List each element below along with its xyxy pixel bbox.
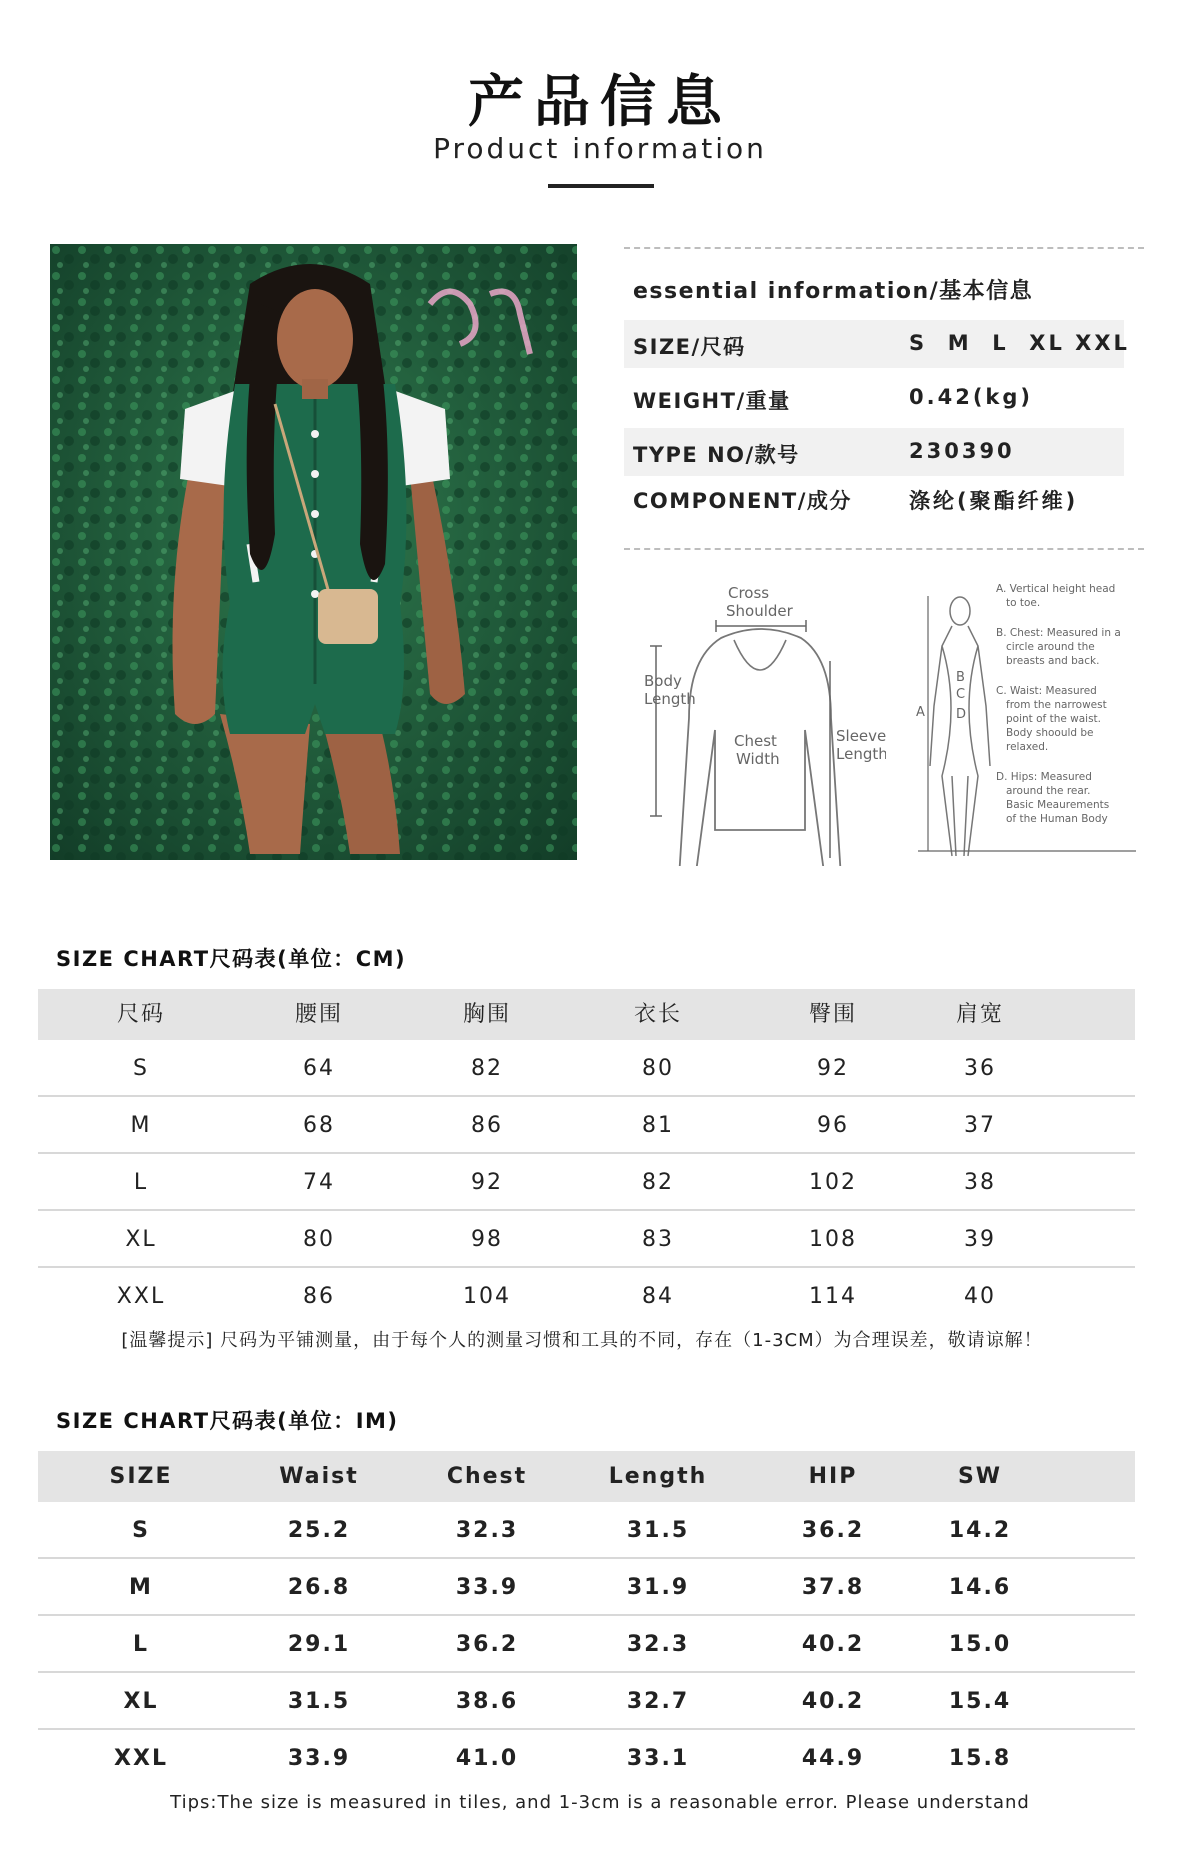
note-c-line: relaxed. [1006, 741, 1049, 753]
title-underline [548, 184, 654, 188]
marker-b: B [956, 670, 965, 685]
info-label: COMPONENT/成分 [633, 489, 852, 513]
header-cell: 尺码 [116, 1002, 165, 1027]
size-chart-in [38, 1451, 1135, 1787]
table-header [38, 1451, 1135, 1502]
chest-width-label-2: Width [736, 750, 780, 768]
table-cell: 33.9 [287, 1746, 351, 1771]
note-d-line: Basic Meaurements [1006, 799, 1110, 811]
info-label: TYPE NO/款号 [633, 443, 800, 467]
garment-measure-diagram [636, 576, 886, 866]
info-label: WEIGHT/重量 [633, 389, 791, 413]
info-value: 0.42(kg) [909, 385, 1034, 409]
table-cell: M [129, 1575, 153, 1600]
table-cell: 32.3 [455, 1518, 519, 1543]
note-b-line: circle around the [1006, 641, 1095, 653]
table-cell: 29.1 [287, 1632, 351, 1657]
cross-shoulder-label-2: Shoulder [726, 602, 793, 620]
note-a-line: A. Vertical height head [996, 583, 1116, 595]
table-cell: 36.2 [801, 1518, 865, 1543]
table-cell: 80 [303, 1227, 335, 1252]
info-divider-bottom [624, 548, 1144, 550]
product-photo [50, 244, 577, 860]
info-divider-top [624, 247, 1144, 249]
table-cell: 64 [303, 1056, 335, 1081]
header-cell: SIZE [109, 1464, 173, 1489]
info-value: 涤纶(聚酯纤维) [909, 489, 1079, 513]
table-cell: 82 [471, 1056, 503, 1081]
table-cell: 33.1 [626, 1746, 690, 1771]
sleeve-length-label-2: Length [836, 745, 886, 763]
table-cell: M [130, 1113, 152, 1138]
page-title: 产品信息 [468, 70, 732, 135]
table-row [38, 1268, 1135, 1325]
body-measure-diagram [912, 576, 1137, 866]
table-row [38, 1040, 1135, 1097]
table-cell: 15.4 [948, 1689, 1012, 1714]
table-cell: 86 [303, 1284, 335, 1309]
table-cell: 92 [817, 1056, 849, 1081]
table-cell: 98 [471, 1227, 503, 1252]
table-cell: L [133, 1170, 149, 1195]
table-cell: 92 [471, 1170, 503, 1195]
body-length-label-1: Body [644, 672, 682, 690]
table-cell: 25.2 [287, 1518, 351, 1543]
table-cell: 14.6 [948, 1575, 1012, 1600]
essential-info-title: essential information/基本信息 [633, 279, 1034, 304]
table-row [38, 1559, 1135, 1616]
body-length-label-2: Length [644, 690, 696, 708]
table-cell: 40.2 [801, 1689, 865, 1714]
table-cell: 68 [303, 1113, 335, 1138]
info-row-weight [624, 374, 1124, 422]
table-cell: 31.9 [626, 1575, 690, 1600]
table-cell: 14.2 [948, 1518, 1012, 1543]
table-cell: 15.0 [948, 1632, 1012, 1657]
info-row-size [624, 320, 1130, 368]
marker-a: A [916, 705, 925, 720]
table-row [38, 1154, 1135, 1211]
note-d-line: D. Hips: Measured [996, 771, 1092, 783]
table-cell: L [132, 1632, 150, 1657]
table-cell: 38.6 [455, 1689, 519, 1714]
table-cell: 74 [303, 1170, 335, 1195]
table-cell: 36 [964, 1056, 996, 1081]
table-cell: 82 [642, 1170, 674, 1195]
cross-shoulder-label-1: Cross [728, 584, 770, 602]
table-cell: XXL [114, 1746, 168, 1771]
table-cell: 108 [809, 1227, 857, 1252]
header-cell: HIP [808, 1464, 858, 1489]
table-cell: 31.5 [626, 1518, 690, 1543]
table-cell: 83 [642, 1227, 674, 1252]
note-c-line: Body shoould be [1006, 727, 1094, 739]
table-cell: 40 [964, 1284, 996, 1309]
table-row [38, 1211, 1135, 1268]
size-chart-cm-note: [温馨提示] 尺码为平铺测量，由于每个人的测量习惯和工具的不同，存在（1-3CM）为合理误差，敬请谅解！ [121, 1330, 1043, 1351]
note-b-line: B. Chest: Measured in a [996, 627, 1121, 639]
note-c-line: C. Waist: Measured [996, 685, 1097, 697]
table-cell: XXL [116, 1284, 166, 1309]
info-label: SIZE/尺码 [633, 335, 746, 359]
note-d-line: of the Human Body [1006, 813, 1108, 825]
sleeve-length-label-1: Sleeve [836, 727, 886, 745]
table-cell: 37.8 [801, 1575, 865, 1600]
info-row-type-no [624, 428, 1124, 476]
header-cell: Length [608, 1464, 708, 1489]
header-cell: 臀围 [808, 1002, 857, 1027]
table-cell: 32.7 [626, 1689, 690, 1714]
table-cell: 15.8 [948, 1746, 1012, 1771]
note-c-line: point of the waist. [1006, 713, 1102, 725]
info-value: 230390 [909, 439, 1015, 463]
note-a-line: to toe. [1006, 597, 1041, 609]
header-cell: 肩宽 [955, 1002, 1004, 1027]
marker-d: D [956, 707, 967, 722]
page-subtitle: Product information [433, 132, 767, 165]
table-cell: 32.3 [626, 1632, 690, 1657]
table-header [38, 989, 1135, 1040]
table-cell: 37 [964, 1113, 996, 1138]
table-row [38, 1616, 1135, 1673]
table-cell: 40.2 [801, 1632, 865, 1657]
note-b-line: breasts and back. [1006, 655, 1100, 667]
header-cell: 衣长 [633, 1002, 682, 1027]
size-chart-cm-title: SIZE CHART尺码表(单位：CM) [56, 947, 407, 971]
table-cell: 114 [809, 1284, 857, 1309]
table-cell: 81 [642, 1113, 674, 1138]
size-chart-cm [38, 989, 1135, 1325]
table-cell: 31.5 [287, 1689, 351, 1714]
size-chart-in-note: Tips:The size is measured in tiles, and 1-3cm is a reasonable error. Please understand [170, 1792, 1030, 1813]
table-cell: 84 [642, 1284, 674, 1309]
table-row [38, 1097, 1135, 1154]
table-row [38, 1730, 1135, 1787]
marker-c: C [956, 687, 966, 702]
table-cell: XL [123, 1689, 159, 1714]
header-cell: 腰围 [294, 1002, 343, 1027]
table-cell: 86 [471, 1113, 503, 1138]
table-cell: 33.9 [455, 1575, 519, 1600]
header-cell: Waist [279, 1464, 359, 1489]
table-row [38, 1673, 1135, 1730]
table-cell: 96 [817, 1113, 849, 1138]
table-cell: 39 [964, 1227, 996, 1252]
header-cell: SW [957, 1464, 1003, 1489]
table-cell: 26.8 [287, 1575, 351, 1600]
table-cell: 104 [463, 1284, 511, 1309]
header-cell: Chest [446, 1464, 528, 1489]
table-row [38, 1502, 1135, 1559]
note-d-line: around the rear. [1006, 785, 1091, 797]
chest-width-label-1: Chest [734, 732, 777, 750]
table-cell: 102 [809, 1170, 857, 1195]
header-cell: 胸围 [462, 1002, 511, 1027]
note-c-line: from the narrowest [1006, 699, 1107, 711]
table-cell: S [133, 1056, 149, 1081]
table-cell: 36.2 [455, 1632, 519, 1657]
table-cell: 38 [964, 1170, 996, 1195]
table-cell: S [132, 1518, 150, 1543]
info-value: S M L XL XXL [909, 331, 1130, 355]
table-cell: 44.9 [801, 1746, 865, 1771]
table-cell: 41.0 [455, 1746, 519, 1771]
table-cell: XL [125, 1227, 157, 1252]
info-row-component [624, 474, 1124, 522]
table-cell: 80 [642, 1056, 674, 1081]
size-chart-in-title: SIZE CHART尺码表(单位：IM) [56, 1409, 399, 1433]
